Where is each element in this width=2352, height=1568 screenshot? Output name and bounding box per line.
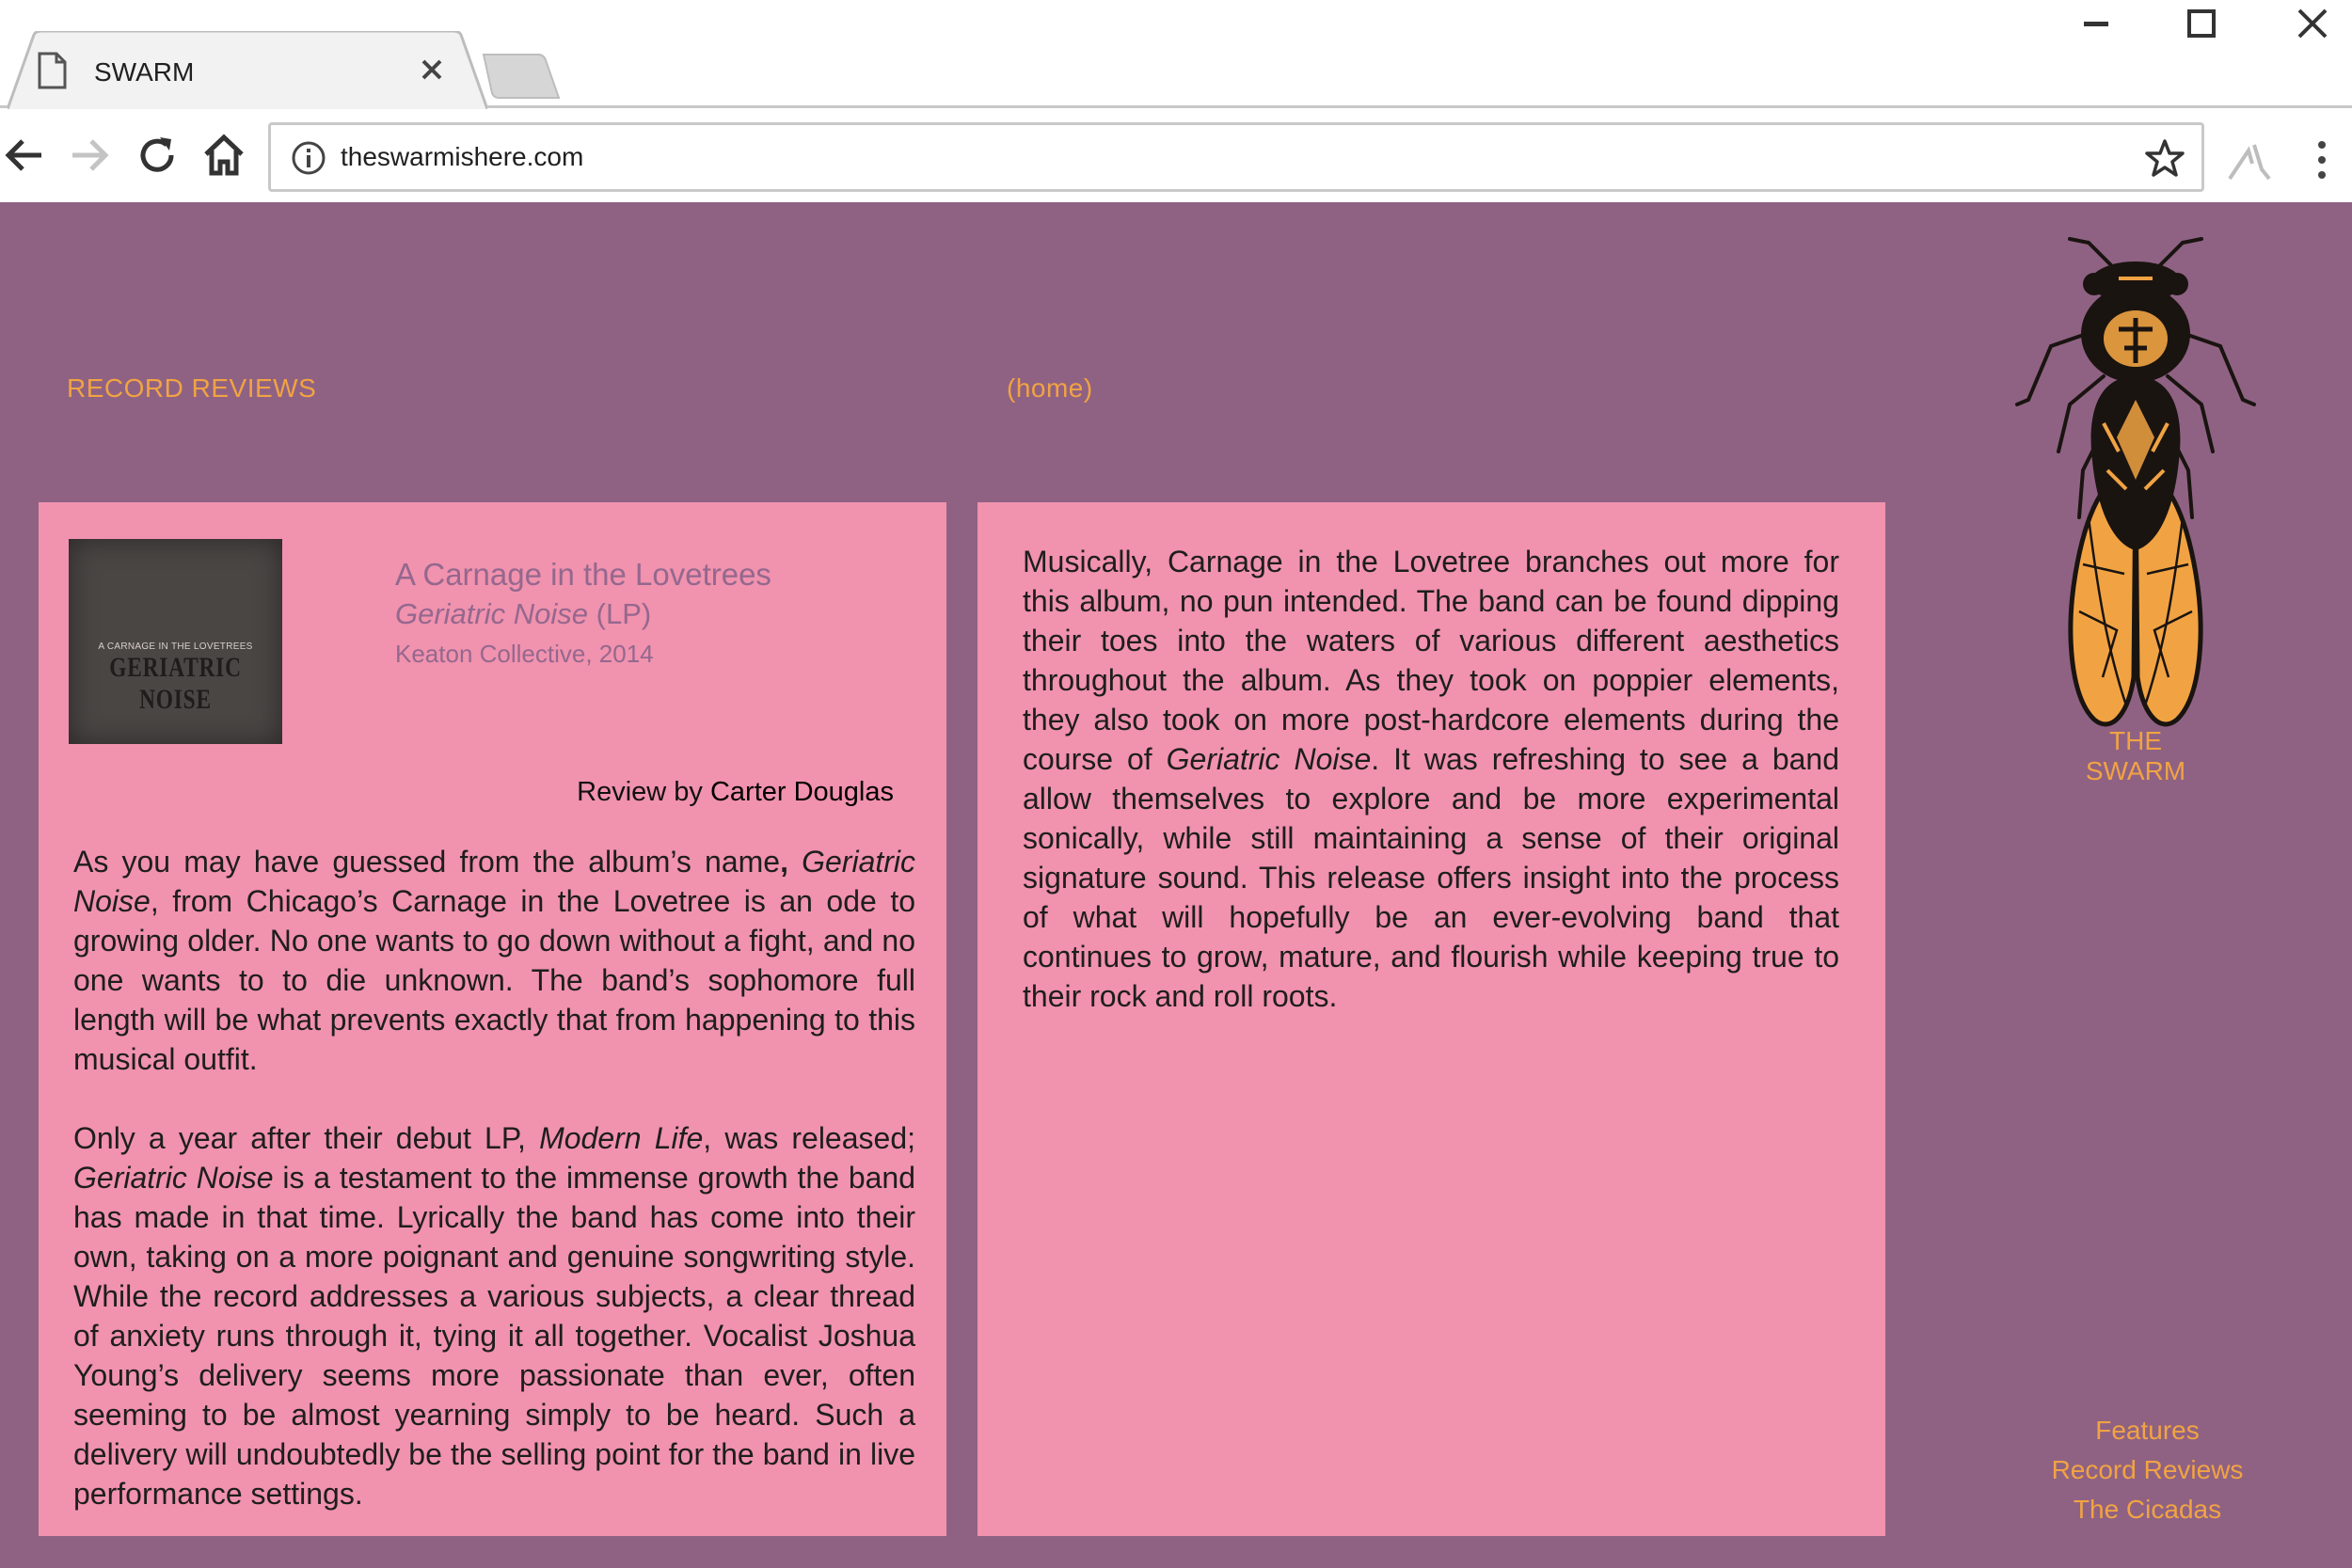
- p2-debut-name: Modern Life: [539, 1121, 704, 1155]
- cicada-icon[interactable]: [2013, 235, 2258, 734]
- p1-text-start: As you may have guessed from the album’s name: [73, 845, 781, 879]
- features-link[interactable]: Features: [2095, 1416, 2200, 1445]
- p2-text-end: is a testament to the immense growth the band has made in that time. Lyrically the band has come into their own, taking on a more poignant and genuine songwriting style. While the record addresses a various subjects, a clear thread of anxiety runs through it, tying it all together. Vocalist Joshua Young’s delivery seems more passionate than ever, often seeming to be almost yearning simply to be heard. Such a delivery will undoubtedly be the selling point for the band in live performance settings.: [73, 1161, 916, 1511]
- close-window-icon[interactable]: [2261, 0, 2352, 47]
- p1-album-name: Geriatric Noise: [73, 845, 916, 918]
- album-cover-title: GERIATRIC NOISE: [109, 652, 242, 715]
- review-text-left: [73, 842, 915, 1553]
- close-icon[interactable]: [416, 54, 448, 86]
- new-tab-button[interactable]: [480, 53, 563, 100]
- p3-text-start: Musically, Carnage in the Lovetree branches out more for this album, no pun intended. The band can be found dipping their toes into the waters of various different aesthetics throughout the album. As they took on poppier elements, they also took on more post-hardcore elements during the course of: [1023, 545, 1839, 776]
- browser-toolbar: [0, 109, 2352, 202]
- album-cover-small-text: A CARNAGE IN THE LOVETREES: [98, 641, 253, 652]
- browser-tab[interactable]: [8, 31, 487, 109]
- minimize-icon[interactable]: [2044, 0, 2148, 47]
- review-text-right: [1023, 542, 1839, 1055]
- document-icon: [36, 52, 68, 89]
- tab-title: SWARM: [94, 57, 195, 87]
- maximize-icon[interactable]: [2150, 0, 2253, 47]
- address-bar[interactable]: [268, 122, 2204, 192]
- byline-author[interactable]: Carter Douglas: [709, 777, 894, 807]
- p2-text-mid: , was released;: [703, 1121, 916, 1155]
- p2-text-start: Only a year after their debut LP,: [73, 1121, 540, 1155]
- p3-album-name: Geriatric Noise: [1166, 742, 1372, 776]
- album-name: Geriatric Noise: [395, 597, 588, 630]
- tab-strip: [0, 0, 2352, 109]
- byline-prefix: Review by: [577, 777, 703, 807]
- url-text[interactable]: theswarmishere.com: [341, 142, 584, 171]
- back-arrow-icon[interactable]: [0, 128, 51, 182]
- home-icon[interactable]: [197, 128, 251, 182]
- review-paragraph-1: [73, 842, 915, 1079]
- album-format: (LP): [596, 597, 652, 630]
- p2-album-name: Geriatric Noise: [73, 1161, 274, 1195]
- review-card-left: [39, 502, 946, 1536]
- reload-icon[interactable]: [130, 128, 184, 182]
- review-byline: [577, 777, 894, 808]
- review-card-right: [977, 502, 1885, 1536]
- home-link[interactable]: (home): [1007, 373, 1093, 403]
- star-icon[interactable]: [2145, 138, 2185, 178]
- page-content: [0, 202, 2352, 1568]
- album-cover: [69, 539, 282, 744]
- info-icon[interactable]: [290, 139, 327, 177]
- forward-arrow-icon[interactable]: [63, 128, 118, 182]
- record-reviews-heading-link[interactable]: RECORD REVIEWS: [67, 373, 317, 403]
- footer-nav: [2023, 1411, 2272, 1529]
- the-cicadas-link[interactable]: The Cicadas: [2073, 1495, 2222, 1524]
- review-paragraph-3: [1023, 542, 1839, 1016]
- browser-chrome: [0, 0, 2352, 202]
- p1-comma: ,: [780, 845, 788, 879]
- extension-icon[interactable]: [2220, 132, 2277, 188]
- album-artist: A Carnage in the Lovetrees: [395, 557, 771, 592]
- p3-text-end: . It was refreshing to see a band allow themselves to explore and be more experimental sonically, while still maintaining a sense of their original signature sound. This release offers insight into the process of what will hopefully be an ever-evolving band that continues to grow, mature, and flourish while keeping true to their rock and roll roots.: [1023, 742, 1840, 1013]
- the-swarm-link[interactable]: THE SWARM: [2085, 726, 2186, 785]
- review-paragraph-2: [73, 1118, 915, 1513]
- kebab-menu-icon[interactable]: [2303, 132, 2341, 188]
- p1-text-end: , from Chicago’s Carnage in the Lovetree is an ode to growing older. No one wants to go down without a fight, and no one wants to to die unknown. The band’s sophomore full length will be what prevents exactly that from happening to this musical outfit.: [73, 884, 915, 1076]
- album-title: [395, 597, 651, 631]
- album-label-year: Keaton Collective, 2014: [395, 640, 654, 668]
- record-reviews-link[interactable]: Record Reviews: [2051, 1455, 2244, 1484]
